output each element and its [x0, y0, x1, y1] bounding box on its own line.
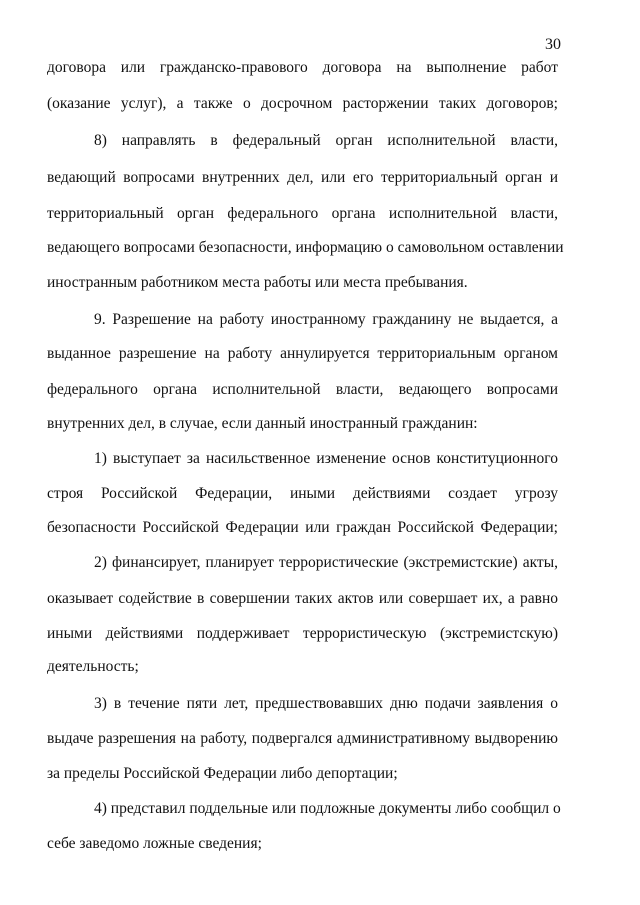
text-line: иностранным работником места работы или места пребывания. [47, 274, 468, 291]
text-line: выданное разрешение на работу аннулируется территориальным органом [47, 345, 558, 362]
text-line: иными действиями поддерживает террористическую (экстремистскую) [47, 625, 558, 642]
text-line: оказывает содействие в совершении таких актов или совершает их, а равно [47, 590, 558, 607]
text-line: территориальный орган федерального органа исполнительной власти, [47, 205, 558, 222]
text-line: ведающий вопросами внутренних дел, или его территориальный орган и [47, 169, 558, 186]
text-line: 3) в течение пяти лет, предшествовавших дню подачи заявления о [94, 695, 558, 712]
text-line: 9. Разрешение на работу иностранному гражданину не выдается, а [94, 311, 558, 328]
text-line: 2) финансирует, планирует террористические (экстремистские) акты, [94, 554, 558, 571]
text-line: выдаче разрешения на работу, подвергался административному выдворению [47, 730, 558, 747]
text-line: внутренних дел, в случае, если данный иностранный гражданин: [47, 415, 478, 432]
text-line: 1) выступает за насильственное изменение основ конституционного [94, 450, 558, 467]
page-number: 30 [545, 36, 561, 53]
text-line: себе заведомо ложные сведения; [47, 835, 262, 852]
text-line: безопасности Российской Федерации или граждан Российской Федерации; [47, 519, 558, 536]
text-line: строя Российской Федерации, иными действиями создает угрозу [47, 485, 558, 502]
text-line: деятельность; [47, 658, 139, 675]
text-line: федерального органа исполнительной власти, ведающего вопросами [47, 381, 558, 398]
text-line: договора или гражданско-правового договора на выполнение работ [47, 59, 558, 76]
text-line: за пределы Российской Федерации либо депортации; [47, 765, 398, 782]
text-line: 8) направлять в федеральный орган исполнительной власти, [94, 132, 558, 149]
text-line: 4) представил поддельные или подложные документы либо сообщил о [94, 800, 561, 817]
text-line: (оказание услуг), а также о досрочном расторжении таких договоров; [47, 95, 558, 112]
text-line: ведающего вопросами безопасности, информацию о самовольном оставлении [47, 239, 564, 256]
